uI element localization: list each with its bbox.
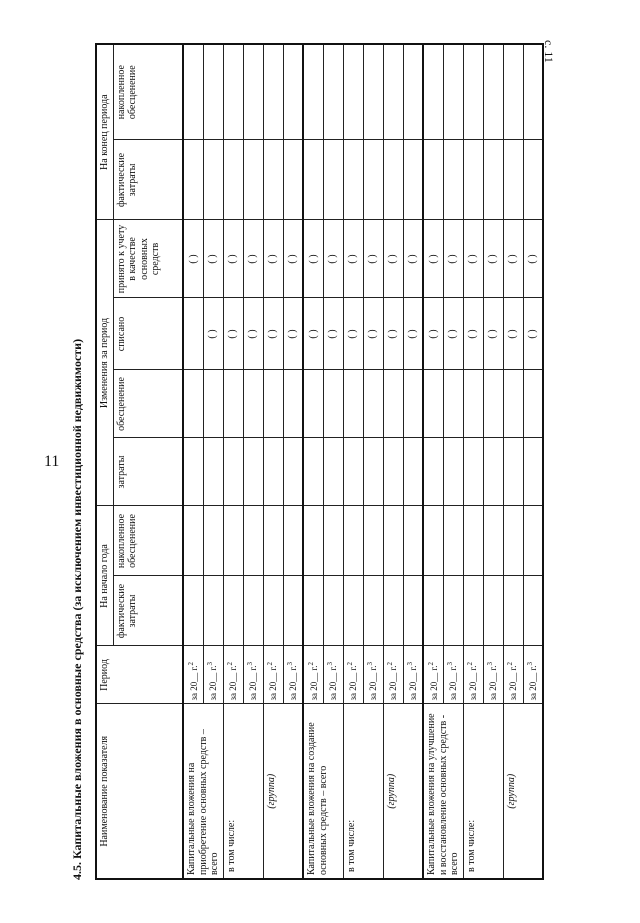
period-g: г. [488, 665, 499, 671]
table-body [183, 44, 543, 879]
value-cell [323, 506, 343, 576]
indicator-name-cell: в том числе: [463, 704, 503, 879]
period-label: за 20__ г.$^2$ [306, 662, 319, 701]
table-row [263, 44, 283, 879]
period-cell [183, 646, 203, 704]
value-cell [323, 438, 343, 506]
header-costs: затраты [113, 438, 183, 506]
header-accepted: принято к учету в качестве основных средств [113, 220, 183, 298]
period-year: 20 [508, 681, 519, 691]
capital-investments-table [95, 43, 544, 880]
period-cell [443, 646, 463, 704]
value-cell [243, 140, 263, 220]
indicator-name-cell: в том числе: [343, 704, 383, 879]
period-za: за [288, 692, 298, 701]
value-cell [463, 370, 483, 438]
period-footnote: 3 [366, 662, 375, 666]
period-label: за 20__ г.$^3$ [366, 662, 379, 701]
header-period: Период [96, 646, 183, 704]
period-year: 20 [208, 681, 219, 691]
value-cell [323, 370, 343, 438]
period-year: 20 [288, 681, 298, 691]
page-reference: с. 11 [542, 40, 556, 63]
period-year: 20 [348, 681, 359, 691]
value-cell [523, 140, 543, 220]
value-cell [383, 140, 403, 220]
value-cell: ( ) [303, 220, 323, 298]
value-cell [403, 576, 423, 646]
header-end-group: На конец периода [96, 44, 113, 220]
period-za: за [328, 692, 339, 701]
period-year: 20 [268, 681, 279, 691]
period-year: 20 [328, 681, 339, 691]
value-cell: ( ) [443, 298, 463, 370]
period-footnote: 2 [426, 662, 435, 666]
period-label: за 20__ г.$^2$ [226, 662, 239, 701]
period-cell [383, 646, 403, 704]
value-cell [183, 44, 203, 140]
value-cell: ( ) [343, 298, 363, 370]
period-label: за 20__ г.$^3$ [486, 662, 499, 701]
period-footnote: 2 [306, 662, 315, 666]
table-row [303, 44, 323, 879]
value-cell [423, 576, 443, 646]
value-cell: ( ) [403, 220, 423, 298]
value-cell [223, 44, 243, 140]
value-cell [203, 506, 223, 576]
period-footnote: 3 [526, 662, 534, 666]
table-row [183, 44, 203, 879]
period-year: 20 [428, 681, 439, 691]
period-cell [403, 646, 423, 704]
period-g: г. [468, 665, 479, 671]
period-g: г. [308, 665, 319, 671]
period-g: г. [288, 665, 298, 671]
period-cell [503, 646, 523, 704]
value-cell [283, 506, 303, 576]
value-cell [243, 370, 263, 438]
period-za: за [208, 692, 219, 701]
value-cell [263, 140, 283, 220]
value-cell [223, 438, 243, 506]
value-cell [323, 140, 343, 220]
period-label: за 20__ г.$^2$ [506, 662, 519, 701]
period-label: за 20__ г.$^3$ [406, 662, 418, 701]
value-cell [383, 576, 403, 646]
value-cell: ( ) [323, 220, 343, 298]
value-cell: ( ) [503, 220, 523, 298]
value-cell [503, 506, 523, 576]
period-cell [223, 646, 243, 704]
period-za: за [448, 692, 459, 701]
value-cell: ( ) [243, 220, 263, 298]
period-cell [323, 646, 343, 704]
period-cell [283, 646, 303, 704]
value-cell [443, 576, 463, 646]
value-cell [203, 576, 223, 646]
value-cell [523, 44, 543, 140]
value-cell: ( ) [463, 220, 483, 298]
period-cell [483, 646, 503, 704]
period-year: 20 [488, 681, 499, 691]
value-cell [463, 140, 483, 220]
value-cell [323, 44, 343, 140]
period-g: г. [368, 665, 379, 671]
value-cell [203, 140, 223, 220]
period-cell [203, 646, 223, 704]
value-cell [363, 140, 383, 220]
header-row-1 [96, 44, 113, 879]
period-label: за 20__ г.$^3$ [246, 662, 259, 701]
value-cell [403, 370, 423, 438]
value-cell [283, 370, 303, 438]
value-cell [203, 44, 223, 140]
value-cell: ( ) [523, 298, 543, 370]
period-za: за [188, 692, 199, 701]
value-cell: ( ) [483, 220, 503, 298]
indicator-name-cell: в том числе: [223, 704, 263, 879]
value-cell: ( ) [183, 220, 203, 298]
period-g: г. [408, 665, 418, 671]
value-cell: ( ) [383, 220, 403, 298]
indicator-name-cell: Капитальные вложения на создание основных средств – всего [303, 704, 343, 879]
period-label: за 20__ г.$^2$ [186, 662, 199, 701]
value-cell [403, 44, 423, 140]
value-cell [483, 370, 503, 438]
value-cell [483, 44, 503, 140]
value-cell: ( ) [263, 298, 283, 370]
value-cell: ( ) [303, 298, 323, 370]
period-footnote: 2 [506, 662, 515, 666]
period-g: г. [188, 665, 199, 671]
period-za: за [308, 692, 319, 701]
table-row [503, 44, 523, 879]
period-za: за [428, 692, 439, 701]
period-za: за [348, 692, 359, 701]
value-cell [443, 438, 463, 506]
period-cell [363, 646, 383, 704]
period-label: за 20__ г.$^3$ [526, 662, 538, 701]
value-cell [243, 576, 263, 646]
value-cell [343, 370, 363, 438]
table-row [383, 44, 403, 879]
header-start-impairment: накопленное обесценение [113, 506, 183, 576]
value-cell [183, 140, 203, 220]
value-cell [283, 140, 303, 220]
value-cell: ( ) [263, 220, 283, 298]
value-cell [523, 576, 543, 646]
value-cell: ( ) [363, 298, 383, 370]
period-year: 20 [188, 681, 199, 691]
period-year: 20 [448, 681, 459, 691]
header-name: Наименование показателя [96, 704, 183, 879]
value-cell [503, 44, 523, 140]
value-cell: ( ) [403, 298, 423, 370]
value-cell [223, 370, 243, 438]
period-year: 20 [388, 681, 399, 691]
value-cell [343, 140, 363, 220]
value-cell [503, 140, 523, 220]
value-cell [483, 140, 503, 220]
value-cell [483, 438, 503, 506]
value-cell [363, 576, 383, 646]
period-footnote: 3 [486, 662, 495, 666]
value-cell: ( ) [243, 298, 263, 370]
value-cell [463, 44, 483, 140]
value-cell [263, 576, 283, 646]
table-row [463, 44, 483, 879]
period-g: г. [388, 665, 399, 671]
value-cell [183, 438, 203, 506]
value-cell [283, 576, 303, 646]
value-cell [303, 438, 323, 506]
value-cell: ( ) [423, 298, 443, 370]
value-cell: ( ) [523, 220, 543, 298]
indicator-name-cell: (группа) [383, 704, 423, 879]
value-cell [263, 44, 283, 140]
value-cell [463, 438, 483, 506]
period-footnote: 2 [186, 662, 195, 666]
value-cell [403, 140, 423, 220]
value-cell [183, 506, 203, 576]
value-cell: ( ) [343, 220, 363, 298]
period-footnote: 2 [226, 662, 235, 666]
table-row [423, 44, 443, 879]
period-label: за 20__ г.$^3$ [446, 662, 459, 701]
period-footnote: 3 [446, 662, 455, 666]
period-footnote: 3 [246, 662, 255, 666]
period-cell [463, 646, 483, 704]
period-label: за 20__ г.$^2$ [426, 662, 439, 701]
value-cell [263, 370, 283, 438]
value-cell [183, 576, 203, 646]
header-end-impairment: накопленное обесценение [113, 44, 183, 140]
period-year: 20 [468, 681, 479, 691]
period-label: за 20__ г.$^3$ [206, 662, 219, 701]
period-cell [243, 646, 263, 704]
value-cell: ( ) [203, 298, 223, 370]
value-cell [523, 370, 543, 438]
value-cell [383, 438, 403, 506]
period-footnote: 2 [346, 662, 355, 666]
period-g: г. [448, 665, 459, 671]
period-za: за [528, 692, 538, 701]
value-cell [203, 438, 223, 506]
value-cell: ( ) [223, 220, 243, 298]
period-label: за 20__ г.$^2$ [466, 662, 479, 701]
value-cell [303, 370, 323, 438]
value-cell [403, 506, 423, 576]
value-cell [343, 438, 363, 506]
indicator-name-cell: Капитальные вложения на приобретение основных средств – всего [183, 704, 223, 879]
value-cell [423, 44, 443, 140]
value-cell: ( ) [203, 220, 223, 298]
value-cell: ( ) [363, 220, 383, 298]
period-cell [343, 646, 363, 704]
header-start-actual: фактические затраты [113, 576, 183, 646]
period-cell [423, 646, 443, 704]
value-cell [343, 576, 363, 646]
value-cell [443, 370, 463, 438]
value-cell [183, 298, 203, 370]
section-title: 4.5. Капитальные вложения в основные средства (за исключением инвестиционной недвижимости) [70, 338, 84, 880]
table-row [343, 44, 363, 879]
value-cell [223, 576, 243, 646]
period-za: за [408, 692, 418, 701]
value-cell [243, 44, 263, 140]
value-cell [323, 576, 343, 646]
value-cell [363, 44, 383, 140]
value-cell [423, 140, 443, 220]
value-cell [263, 438, 283, 506]
period-g: г. [508, 665, 519, 671]
period-za: за [248, 692, 259, 701]
value-cell [483, 576, 503, 646]
period-footnote: 3 [286, 662, 294, 666]
period-footnote: 3 [406, 662, 414, 666]
period-cell [523, 646, 543, 704]
period-footnote: 3 [206, 662, 215, 666]
indicator-name-cell: (группа) [503, 704, 543, 879]
value-cell [363, 506, 383, 576]
period-footnote: 3 [326, 662, 335, 666]
period-label: за 20__ г.$^2$ [346, 662, 359, 701]
indicator-name-cell: (группа) [263, 704, 303, 879]
value-cell [243, 438, 263, 506]
period-g: г. [268, 665, 279, 671]
period-za: за [228, 692, 239, 701]
period-cell [263, 646, 283, 704]
period-label: за 20__ г.$^3$ [326, 662, 339, 701]
value-cell [363, 370, 383, 438]
period-year: 20 [368, 681, 379, 691]
value-cell [423, 506, 443, 576]
period-za: за [368, 692, 379, 701]
value-cell [423, 370, 443, 438]
value-cell [303, 140, 323, 220]
value-cell [303, 576, 323, 646]
value-cell: ( ) [283, 298, 303, 370]
period-label: за 20__ г.$^2$ [386, 662, 399, 701]
capital-investments-table-wrapper [95, 45, 540, 880]
value-cell [523, 506, 543, 576]
header-end-actual: фактические затраты [113, 140, 183, 220]
period-year: 20 [528, 681, 538, 691]
value-cell: ( ) [463, 298, 483, 370]
value-cell [503, 576, 523, 646]
value-cell [443, 44, 463, 140]
header-written-off: списано [113, 298, 183, 370]
period-footnote: 2 [266, 662, 275, 666]
value-cell [343, 506, 363, 576]
period-g: г. [528, 665, 538, 671]
value-cell [383, 506, 403, 576]
value-cell [343, 44, 363, 140]
value-cell [463, 506, 483, 576]
value-cell: ( ) [223, 298, 243, 370]
period-g: г. [328, 665, 339, 671]
period-za: за [488, 692, 499, 701]
value-cell: ( ) [383, 298, 403, 370]
period-footnote: 2 [386, 662, 395, 666]
value-cell [223, 140, 243, 220]
value-cell [243, 506, 263, 576]
value-cell: ( ) [323, 298, 343, 370]
period-cell [303, 646, 323, 704]
period-g: г. [428, 665, 439, 671]
value-cell [463, 576, 483, 646]
period-g: г. [208, 665, 219, 671]
value-cell [403, 438, 423, 506]
period-za: за [388, 692, 399, 701]
header-impairment: обесценение [113, 370, 183, 438]
value-cell [523, 438, 543, 506]
value-cell [303, 506, 323, 576]
value-cell [263, 506, 283, 576]
period-g: г. [348, 665, 359, 671]
period-g: г. [228, 665, 239, 671]
value-cell [363, 438, 383, 506]
value-cell: ( ) [443, 220, 463, 298]
value-cell [423, 438, 443, 506]
period-year: 20 [308, 681, 319, 691]
period-label: за 20__ г.$^2$ [266, 662, 279, 701]
table-row [223, 44, 243, 879]
value-cell [503, 370, 523, 438]
value-cell [383, 370, 403, 438]
period-za: за [508, 692, 519, 701]
value-cell [283, 438, 303, 506]
indicator-name-cell: Капитальные вложения на улучшение и восстановление основных средств - всего [423, 704, 463, 879]
value-cell [503, 438, 523, 506]
header-start-group: На начало года [96, 506, 113, 646]
value-cell [283, 44, 303, 140]
period-year: 20 [248, 681, 259, 691]
value-cell [303, 44, 323, 140]
value-cell [223, 506, 243, 576]
value-cell [483, 506, 503, 576]
value-cell: ( ) [283, 220, 303, 298]
value-cell: ( ) [483, 298, 503, 370]
value-cell [183, 370, 203, 438]
period-g: г. [248, 665, 259, 671]
period-za: за [468, 692, 479, 701]
value-cell: ( ) [503, 298, 523, 370]
value-cell [203, 370, 223, 438]
period-year: 20 [228, 681, 239, 691]
period-label: за 20__ г.$^3$ [286, 662, 298, 701]
page-number: 11 [44, 453, 60, 470]
period-footnote: 2 [466, 662, 475, 666]
period-za: за [268, 692, 279, 701]
header-changes-group: Изменения за период [96, 220, 113, 506]
value-cell: ( ) [423, 220, 443, 298]
value-cell [443, 140, 463, 220]
value-cell [383, 44, 403, 140]
value-cell [443, 506, 463, 576]
period-year: 20 [408, 681, 418, 691]
